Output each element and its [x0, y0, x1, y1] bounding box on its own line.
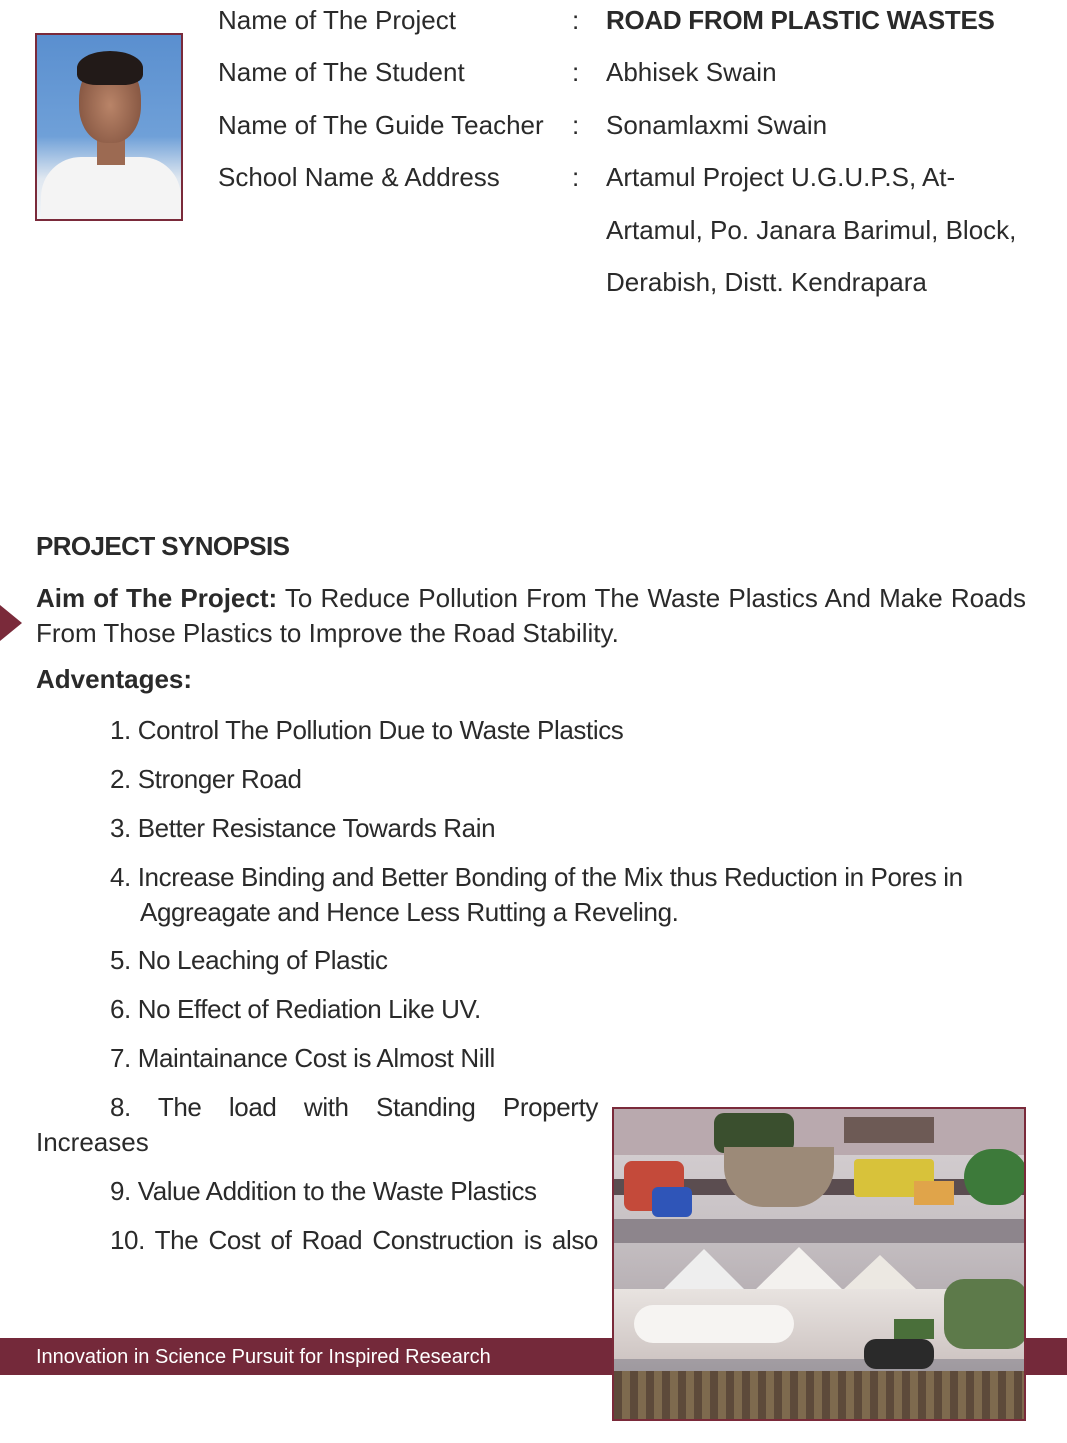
separator: :	[572, 57, 580, 87]
list-item: 3. Better Resistance Towards Rain	[110, 813, 496, 843]
separator: :	[572, 110, 580, 140]
list-item: 2. Stronger Road	[110, 764, 302, 794]
aim-paragraph	[36, 581, 1026, 651]
list-item: 7. Maintainance Cost is Almost Nill	[110, 1043, 495, 1073]
list-item: 10. The Cost of Road Construction is also	[110, 1225, 598, 1255]
school-label: School Name & Address	[218, 162, 500, 192]
road-model-photo	[612, 1107, 1026, 1421]
project-title: ROAD FROM PLASTIC WASTES	[606, 5, 995, 35]
aim-label: Aim of The Project:	[36, 583, 278, 613]
aim-text: To Reduce Pollution From The Waste Plastics And Make Roads From Those Plastics to Improve the Road Stability.	[36, 583, 1026, 648]
list-item: 9. Value Addition to the Waste Plastics	[110, 1176, 537, 1206]
student-photo	[35, 33, 183, 221]
advantage-4-line-1: 4. Increase Binding and Better Bonding of the Mix thus Reduction in Pores in	[110, 862, 963, 892]
guide-name: Sonamlaxmi Swain	[606, 110, 828, 140]
school-address-line-1: Artamul Project U.G.U.P.S, At-	[606, 162, 956, 192]
advantage-8-cont: Increases	[36, 1127, 149, 1157]
advantages-heading: Adventages:	[36, 664, 193, 694]
separator: :	[572, 5, 580, 35]
list-item	[110, 860, 1026, 930]
footer-text: Innovation in Science Pursuit for Inspired Research	[36, 1346, 491, 1368]
separator: :	[572, 162, 580, 192]
list-item: 5. No Leaching of Plastic	[110, 945, 388, 975]
list-item: 8. The load with Standing Property	[110, 1092, 598, 1122]
student-label: Name of The Student	[218, 57, 465, 87]
project-label: Name of The Project	[218, 5, 456, 35]
school-address-line-2: Artamul, Po. Janara Barimul, Block,	[606, 215, 1017, 245]
list-item: 6. No Effect of Rediation Like UV.	[110, 994, 481, 1024]
advantage-4-line-2: Aggreagate and Hence Less Rutting a Reveling.	[140, 897, 679, 927]
guide-label: Name of The Guide Teacher	[218, 110, 544, 140]
school-address-line-3: Derabish, Distt. Kendrapara	[606, 267, 927, 297]
student-name: Abhisek Swain	[606, 57, 777, 87]
synopsis-heading: PROJECT SYNOPSIS	[36, 531, 290, 561]
page-marker-triangle	[0, 605, 22, 641]
list-item: 1. Control The Pollution Due to Waste Plastics	[110, 715, 624, 745]
